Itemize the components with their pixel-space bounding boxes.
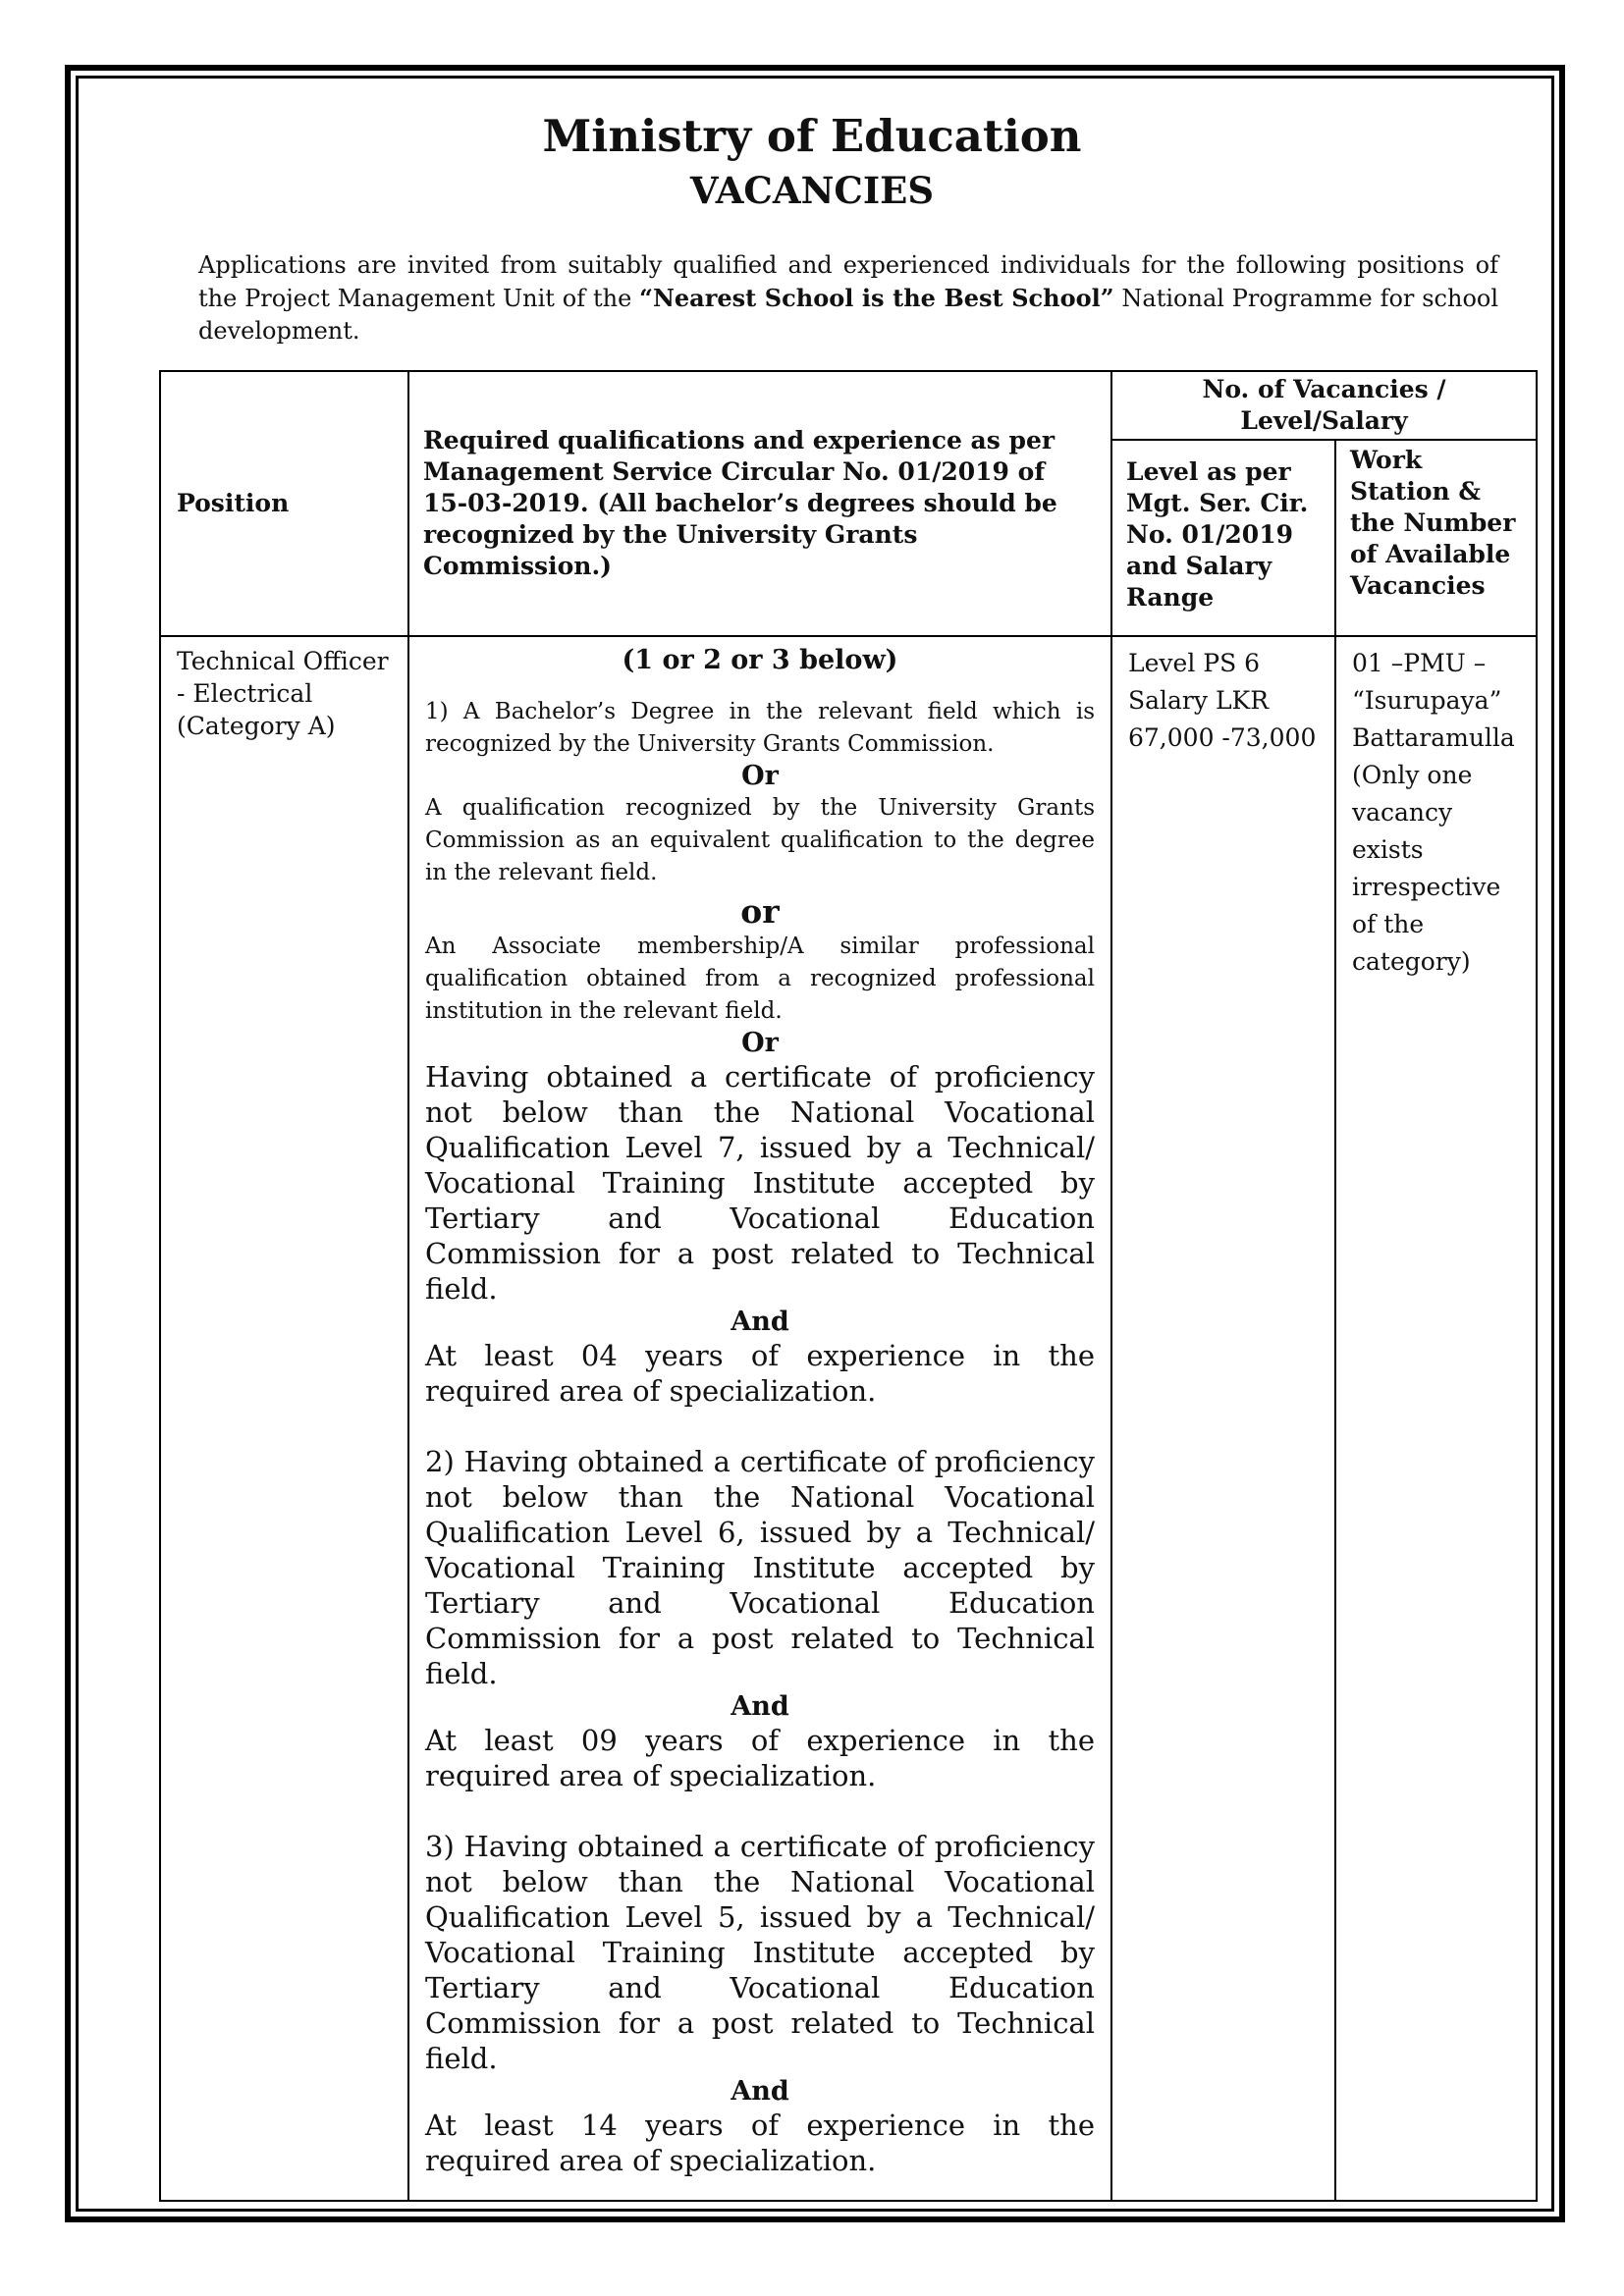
option-1c: An Associate membership/A similar professional qualification obtained from a recognized professional institution in the relevant field. <box>425 934 1095 1024</box>
conj-and-2: And <box>731 1691 789 1722</box>
header-vacancies-group: No. of Vacancies / Level/Salary <box>1111 371 1537 440</box>
experience-1: At least 04 years of experience in the required area of specialization. <box>425 1339 1095 1408</box>
intro-text-after: National Programme for school development. <box>198 285 1499 345</box>
option-3: 3) Having obtained a certificate of proficiency not below than the National Vocational Qualification Level 5, issued by a Technical/ Vocational Training Institute accepted by Tertiary and Vocational Education Commission for a post related to Technical field. <box>425 1830 1095 2075</box>
intro-paragraph <box>198 249 1498 347</box>
intro-text-before: Applications are invited from suitably qualified and experienced individuals for the following positions of the Project Management Unit of the <box>198 251 1498 312</box>
header-work-station: Work Station & the Number of Available Vacancies <box>1335 440 1537 636</box>
level-line-2: Salary LKR <box>1128 686 1270 715</box>
req-heading: (1 or 2 or 3 below) <box>622 645 898 675</box>
option-1d: Having obtained a certificate of proficiency not below than the National Vocational Qualification Level 7, issued by a Technical/ Vocational Training Institute accepted by Tertiary and Vocational Education Commission for a post related to Technical field. <box>425 1060 1095 1306</box>
header-level: Level as per Mgt. Ser. Cir. No. 01/2019 and Salary Range <box>1111 440 1335 636</box>
spacer <box>425 1409 1095 1444</box>
header-position: Position <box>160 371 408 636</box>
conj-or-3: Or <box>741 1028 779 1058</box>
cell-level-salary <box>1111 636 1335 2201</box>
experience-2: At least 09 years of experience in the required area of specialization. <box>425 1724 1095 1792</box>
spacer <box>425 1793 1095 1829</box>
table-row <box>160 636 1537 2201</box>
option-1a: 1) A Bachelor’s Degree in the relevant field which is recognized by the University Grants Commission. <box>425 699 1095 757</box>
cell-qualifications <box>408 636 1111 2201</box>
level-line-3: 67,000 -73,000 <box>1128 723 1317 752</box>
header-qualifications: Required qualifications and experience as per Management Service Circular No. 01/2019 of 15-03-2019. (All bachelor’s degrees should be recognized by the University Grants Commission.) <box>408 371 1111 636</box>
document-subtitle: VACANCIES <box>689 169 935 212</box>
level-line-1: Level PS 6 <box>1128 649 1261 677</box>
vacancies-table <box>159 370 1538 2202</box>
programme-name: “Nearest School is the Best School” <box>639 284 1114 312</box>
conj-or-1: Or <box>741 761 779 791</box>
document-title: Ministry of Education <box>542 110 1082 162</box>
experience-3: At least 14 years of experience in the required area of specialization. <box>425 2109 1095 2177</box>
cell-position: Technical Officer - Electrical (Category A) <box>160 636 408 2201</box>
option-1b: A qualification recognized by the University Grants Commission as an equivalent qualification to the degree in the relevant field. <box>425 795 1095 885</box>
conj-and-1: And <box>731 1307 789 1337</box>
conj-and-3: And <box>731 2076 789 2107</box>
option-2: 2) Having obtained a certificate of proficiency not below than the National Vocational Qualification Level 6, issued by a Technical/ Vocational Training Institute accepted by Tertiary and Vocational Education Commission for a post related to Technical field. <box>425 1445 1095 1690</box>
conj-or-2: or <box>740 892 780 931</box>
table-header-row <box>160 371 1537 440</box>
cell-work-station: 01 –PMU – “Isurupaya” Battaramulla (Only one vacancy exists irrespective of the category) <box>1335 636 1537 2201</box>
